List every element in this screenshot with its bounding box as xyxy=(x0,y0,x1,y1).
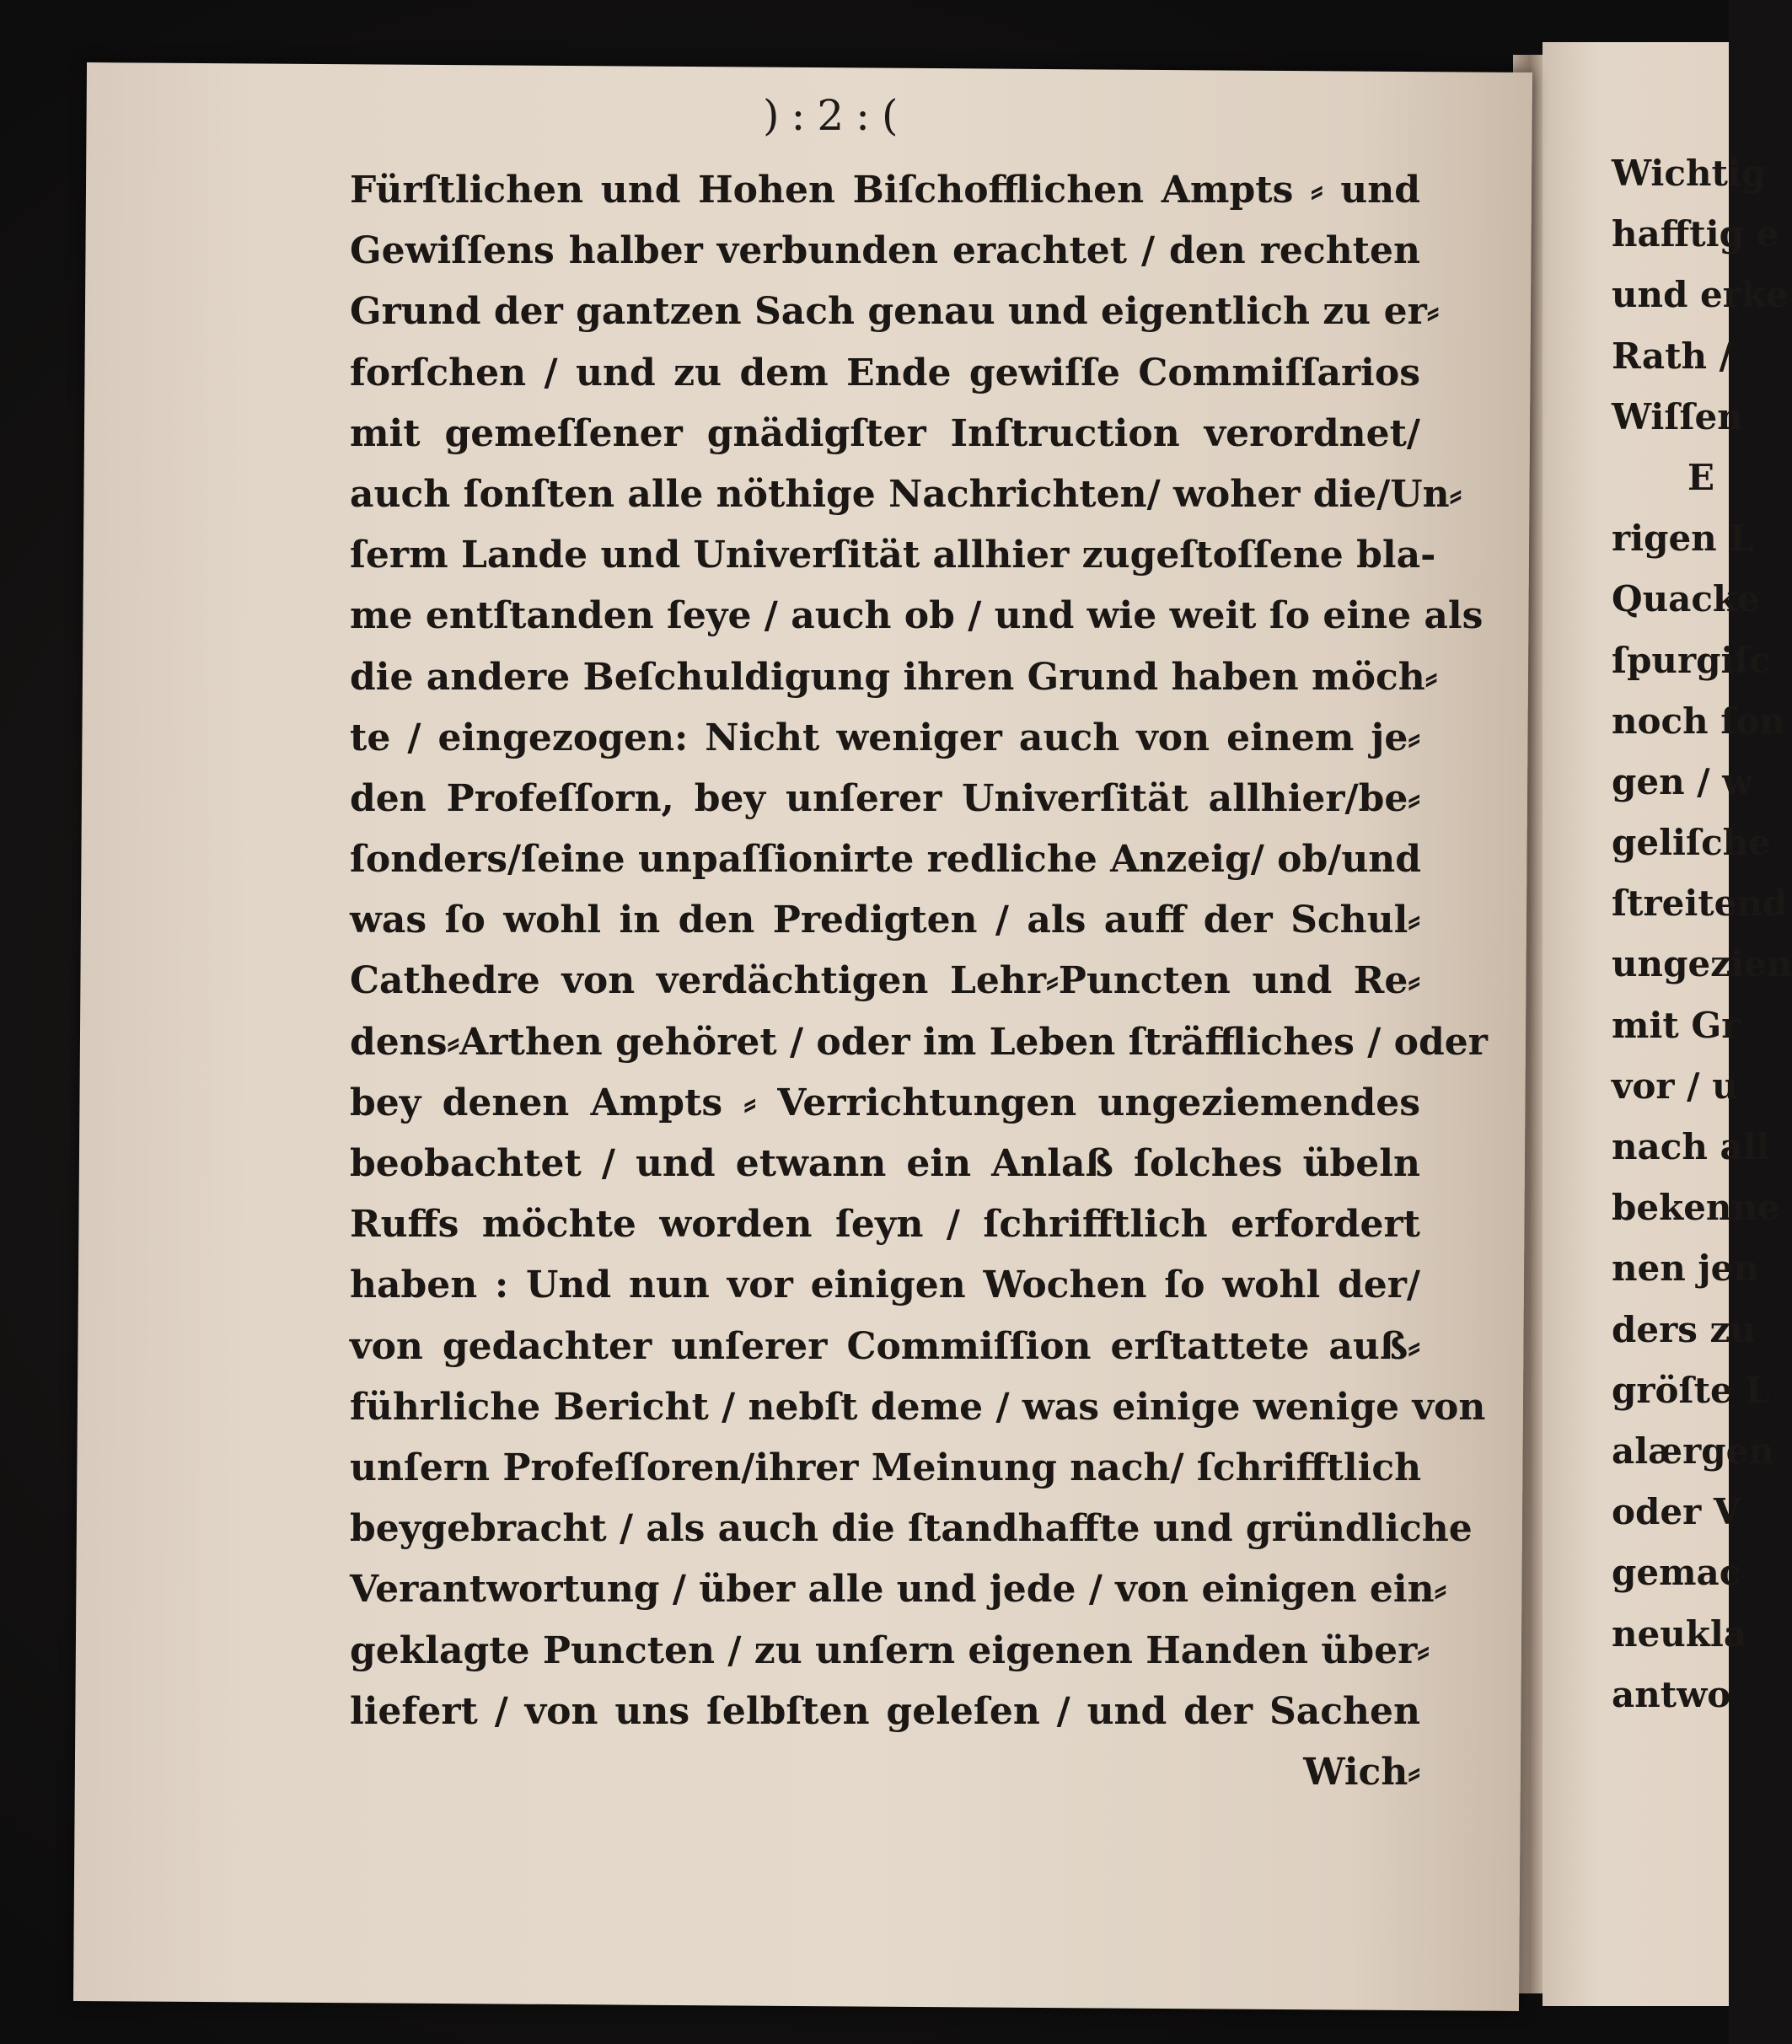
text-line: haben : Und nun vor einigen Wochen ſo wohl der/ xyxy=(350,1263,1420,1307)
text-line: bey denen Ampts ⸗ Verrichtungen ungeziemendes xyxy=(350,1081,1420,1124)
catchword: Wich⸗ xyxy=(1303,1750,1420,1794)
text-line: Wichtig xyxy=(1612,153,1767,194)
text-line: neukla xyxy=(1612,1612,1747,1655)
text-line: noch ſon xyxy=(1612,700,1785,742)
text-line: von gedachter unſerer Commiſſion erſtattete auß⸗ xyxy=(350,1324,1420,1368)
text-line: Fürſtlichen und Hohen Biſchofflichen Ampts ⸗ und xyxy=(350,169,1420,212)
text-line: alærgen xyxy=(1612,1430,1774,1472)
text-line: Verantwortung / über alle und jede / von einigen ein⸗ xyxy=(350,1568,1447,1612)
text-line: gröſte L xyxy=(1612,1369,1770,1411)
text-line: me entſtanden ſeye / auch ob / und wie weit ſo eine als xyxy=(350,594,1483,638)
text-line: geliſche xyxy=(1612,822,1771,864)
text-line: forſchen / und zu dem Ende gewiſſe Commiſſarios xyxy=(350,351,1420,394)
text-line: ſonders/ſeine unpaſſionirte redliche Anzeig/ ob/und xyxy=(350,838,1422,882)
page-number: ):2:( xyxy=(763,91,910,140)
text-line: gemac xyxy=(1612,1552,1741,1594)
text-line: dens⸗Arthen gehöret / oder im Leben ſträffliches / oder xyxy=(350,1020,1488,1064)
text-line: Wiſſen xyxy=(1612,395,1743,437)
right-page-text xyxy=(1612,143,1792,1725)
text-line: antwo xyxy=(1612,1673,1731,1715)
text-line: E xyxy=(1687,456,1715,498)
text-line: geklagte Puncten / zu unſern eigenen Handen über⸗ xyxy=(350,1628,1430,1672)
left-page-text xyxy=(350,160,1488,1803)
text-line: beygebracht / als auch die ſtandhaffte und gründliche xyxy=(350,1507,1473,1551)
text-line: vor / u xyxy=(1612,1065,1738,1107)
text-line: und erke xyxy=(1612,274,1789,316)
text-line: ungezien xyxy=(1612,943,1792,985)
text-line: ſpurgiſc xyxy=(1612,639,1772,681)
text-line: den Profeſſorn, bey unſerer Univerſität allhier/be⸗ xyxy=(350,776,1420,820)
text-line: ſtreitend xyxy=(1612,883,1788,925)
text-line: te / eingezogen: Nicht weniger auch von einem je⸗ xyxy=(350,716,1420,759)
text-line: Grund der gantzen Sach genau und eigentlich zu er⸗ xyxy=(350,290,1440,334)
text-line: Gewiſſens halber verbunden erachtet / den rechten xyxy=(350,229,1420,273)
text-line: gen / w xyxy=(1612,760,1753,802)
text-line: oder V xyxy=(1612,1491,1741,1533)
text-line: nen jen xyxy=(1612,1247,1759,1290)
text-line: führliche Bericht / nebſt deme / was einige wenige von xyxy=(350,1385,1486,1429)
text-line: mit gemeſſener gnädigſter Inſtruction verordnet/ xyxy=(350,411,1420,455)
text-line: Quacke xyxy=(1612,578,1760,620)
text-line: rigen L xyxy=(1612,518,1754,560)
text-line: Rath / xyxy=(1612,335,1732,377)
text-line: was ſo wohl in den Predigten / als auff der Schul⸗ xyxy=(350,899,1420,942)
text-line: mit Gr xyxy=(1612,1004,1741,1046)
text-line: nach all xyxy=(1612,1126,1770,1167)
text-line: hafftig e xyxy=(1612,213,1779,255)
text-line: bekenne xyxy=(1612,1187,1780,1229)
text-line: die andere Beſchuldigung ihren Grund haben möch⸗ xyxy=(350,655,1438,699)
text-line: Ruffs möchte worden ſeyn / ſchrifftlich erfordert xyxy=(350,1203,1420,1247)
text-line: beobachtet / und etwann ein Anlaß ſolches übeln xyxy=(350,1142,1420,1185)
text-line: ders zu xyxy=(1612,1308,1756,1350)
text-line: ſerm Lande und Univerſität allhier zugeſtoſſene bla- xyxy=(350,534,1436,577)
text-line: liefert / von uns ſelbſten geleſen / und der Sachen xyxy=(350,1689,1420,1733)
text-line: Cathedre von verdächtigen Lehr⸗Puncten und Re⸗ xyxy=(350,959,1420,1003)
text-line: unſern Profeſſoren/ihrer Meinung nach/ ſchrifftlich xyxy=(350,1446,1422,1489)
text-line: auch ſonſten alle nöthige Nachrichten/ woher die/Un⸗ xyxy=(350,472,1462,516)
